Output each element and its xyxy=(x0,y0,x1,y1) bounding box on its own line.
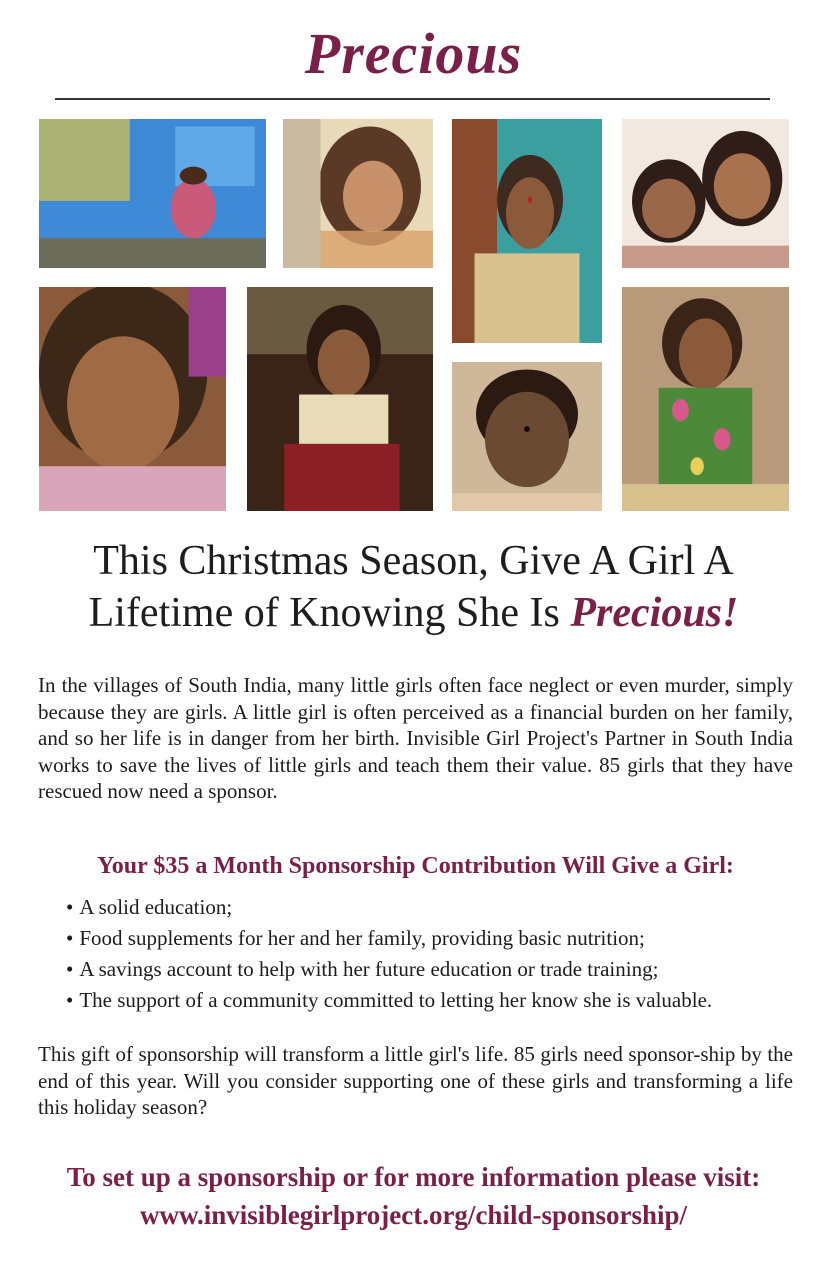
call-to-action xyxy=(20,1158,807,1234)
benefits-list xyxy=(66,892,806,1016)
girl-blue-wall-photo xyxy=(39,119,266,268)
brand-title: Precious xyxy=(304,21,523,86)
photo-3 xyxy=(452,119,602,343)
headline-line-2-text: Lifetime of Knowing She Is xyxy=(88,590,571,636)
intro-paragraph: In the villages of South India, many little girls often face neglect or even murder, simply because they are girls. A little girl is often perceived as a financial burden on her family, and so her life is in danger from her birth. Invisible Girl Project's Partner in South India works to save the lives of little girls and teach them their value. 85 girls that they have rescued now need a sponsor. xyxy=(38,673,793,803)
benefit-item: • A solid education; xyxy=(66,892,806,923)
benefit-item: • The support of a community committed to letting her know she is valuable. xyxy=(66,985,806,1016)
photo-7 xyxy=(452,362,602,511)
girl-curly-hair-photo xyxy=(283,119,433,268)
benefit-item: • Food supplements for her and her family, providing basic nutrition; xyxy=(66,923,806,954)
two-girls-smiling-photo xyxy=(622,119,789,268)
headline-line-1: This Christmas Season, Give A Girl A xyxy=(93,538,734,584)
photo-1 xyxy=(39,119,266,268)
small-child-bindi-photo xyxy=(452,362,602,511)
girl-floral-dress-photo xyxy=(622,287,789,511)
photo-2 xyxy=(283,119,433,268)
photo-5 xyxy=(39,287,226,511)
sponsorship-link[interactable]: www.invisiblegirlproject.org/child-sponsorship/ xyxy=(139,1200,688,1230)
title-divider xyxy=(55,98,770,100)
cta-text: To set up a sponsorship or for more information please visit: xyxy=(66,1162,761,1192)
benefit-item: • A savings account to help with her future education or trade training; xyxy=(66,954,806,985)
closing-paragraph: This gift of sponsorship will transform a little girl's life. 85 girls need sponsor-ship by the end of this year. Will you consider supporting one of these girls and transforming a life this holiday season? xyxy=(38,1042,793,1119)
photo-4 xyxy=(622,119,789,268)
girl-closeup-photo xyxy=(39,287,226,511)
photo-6 xyxy=(247,287,433,511)
headline-line-2 xyxy=(20,587,807,639)
girl-bindi-teal-wall-photo xyxy=(452,119,602,343)
photo-8 xyxy=(622,287,789,511)
headline xyxy=(20,535,807,639)
sponsorship-heading: Your $35 a Month Sponsorship Contribution Will Give a Girl: xyxy=(97,853,734,879)
headline-accent: Precious! xyxy=(570,590,739,636)
girl-red-saree-photo xyxy=(247,287,433,511)
